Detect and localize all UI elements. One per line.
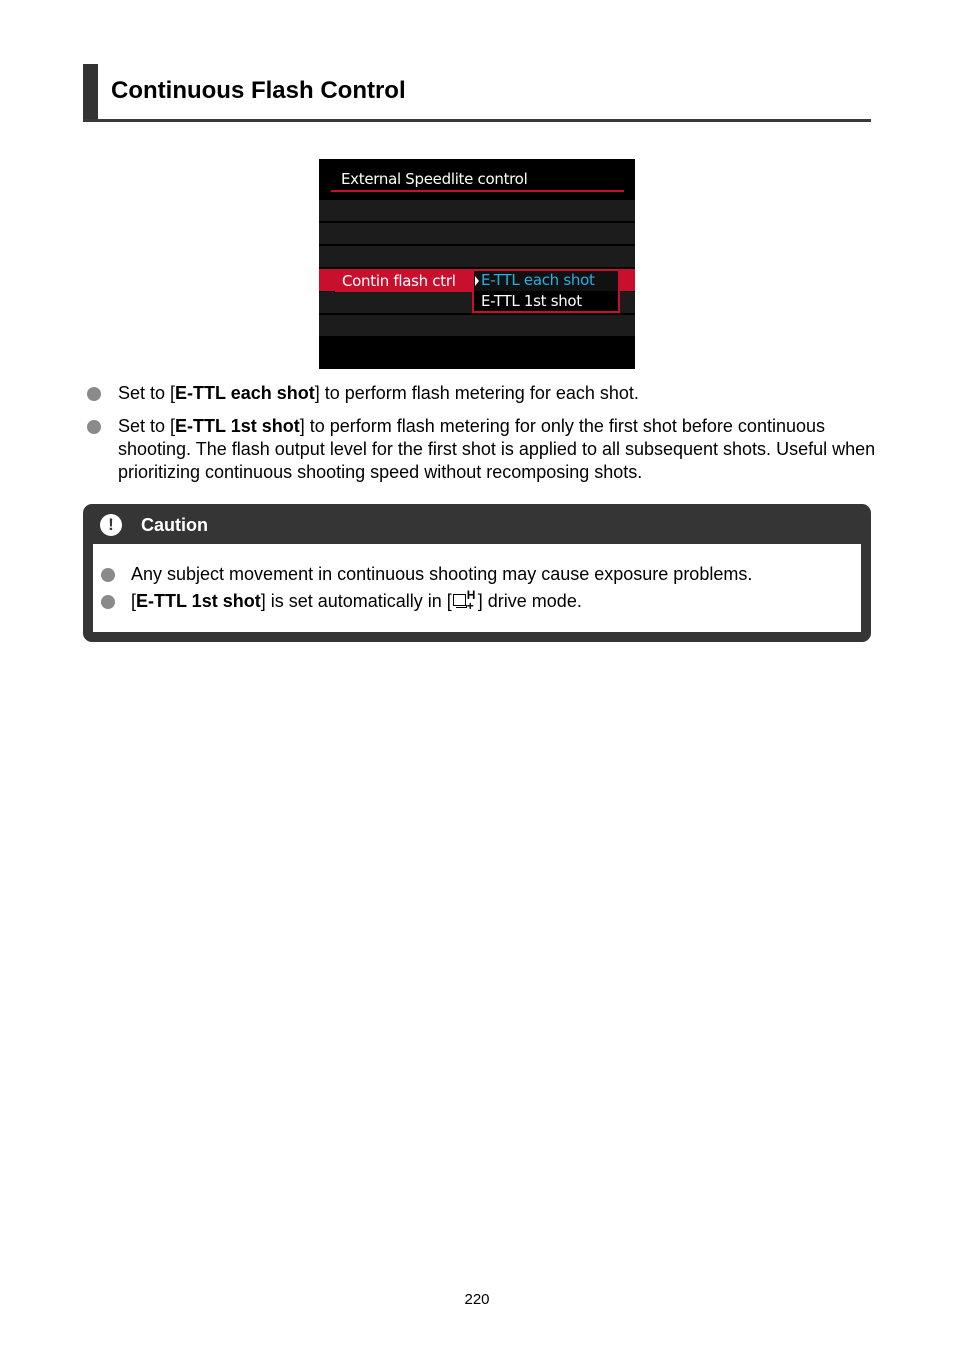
option-e-ttl-1st-shot[interactable]: E-TTL 1st shot <box>481 292 582 310</box>
camera-menu-screenshot <box>319 159 635 369</box>
option-e-ttl-each-shot[interactable]: E-TTL each shot <box>474 271 618 291</box>
selection-arrow-icon <box>475 276 479 286</box>
caution-body <box>93 544 861 632</box>
caution-title: Caution <box>141 515 208 535</box>
selected-menu-item[interactable] <box>335 269 473 293</box>
menu-row <box>319 223 635 244</box>
camera-menu-title: External Speedlite control <box>341 170 528 188</box>
selected-menu-item-label: Contin flash ctrl <box>342 272 456 290</box>
caution-box <box>83 504 871 642</box>
title-underline <box>331 190 624 192</box>
bullet-icon <box>87 420 101 434</box>
list-item: Set to [E-TTL each shot] to perform flash metering for each shot. <box>86 382 876 405</box>
bullet-icon <box>101 568 115 582</box>
list-item: Set to [E-TTL 1st shot] to perform flash metering for only the first shot before continuous shooting. The flash output level for the first shot is applied to all subsequent shots. Useful when prioritizing continuous shooting speed without recomposing shots. <box>86 415 876 484</box>
bullet-icon <box>101 595 115 609</box>
bullet-icon <box>87 387 101 401</box>
menu-row <box>319 246 635 267</box>
list-item: Any subject movement in continuous shooting may cause exposure problems. <box>101 563 752 586</box>
section-heading <box>83 64 871 122</box>
page-number: 220 <box>464 1291 490 1308</box>
caution-icon: ! <box>100 514 122 536</box>
heading-bar <box>83 64 98 119</box>
high-speed-continuous-plus-icon: H + <box>452 592 478 610</box>
menu-row <box>319 200 635 221</box>
flash-mode-dropdown[interactable] <box>472 269 620 313</box>
menu-row <box>319 315 635 336</box>
bullet-list <box>86 382 876 494</box>
list-item: [E-TTL 1st shot] is set automatically in [ H + ] drive mode. <box>101 590 582 613</box>
page-title: Continuous Flash Control <box>111 77 406 104</box>
